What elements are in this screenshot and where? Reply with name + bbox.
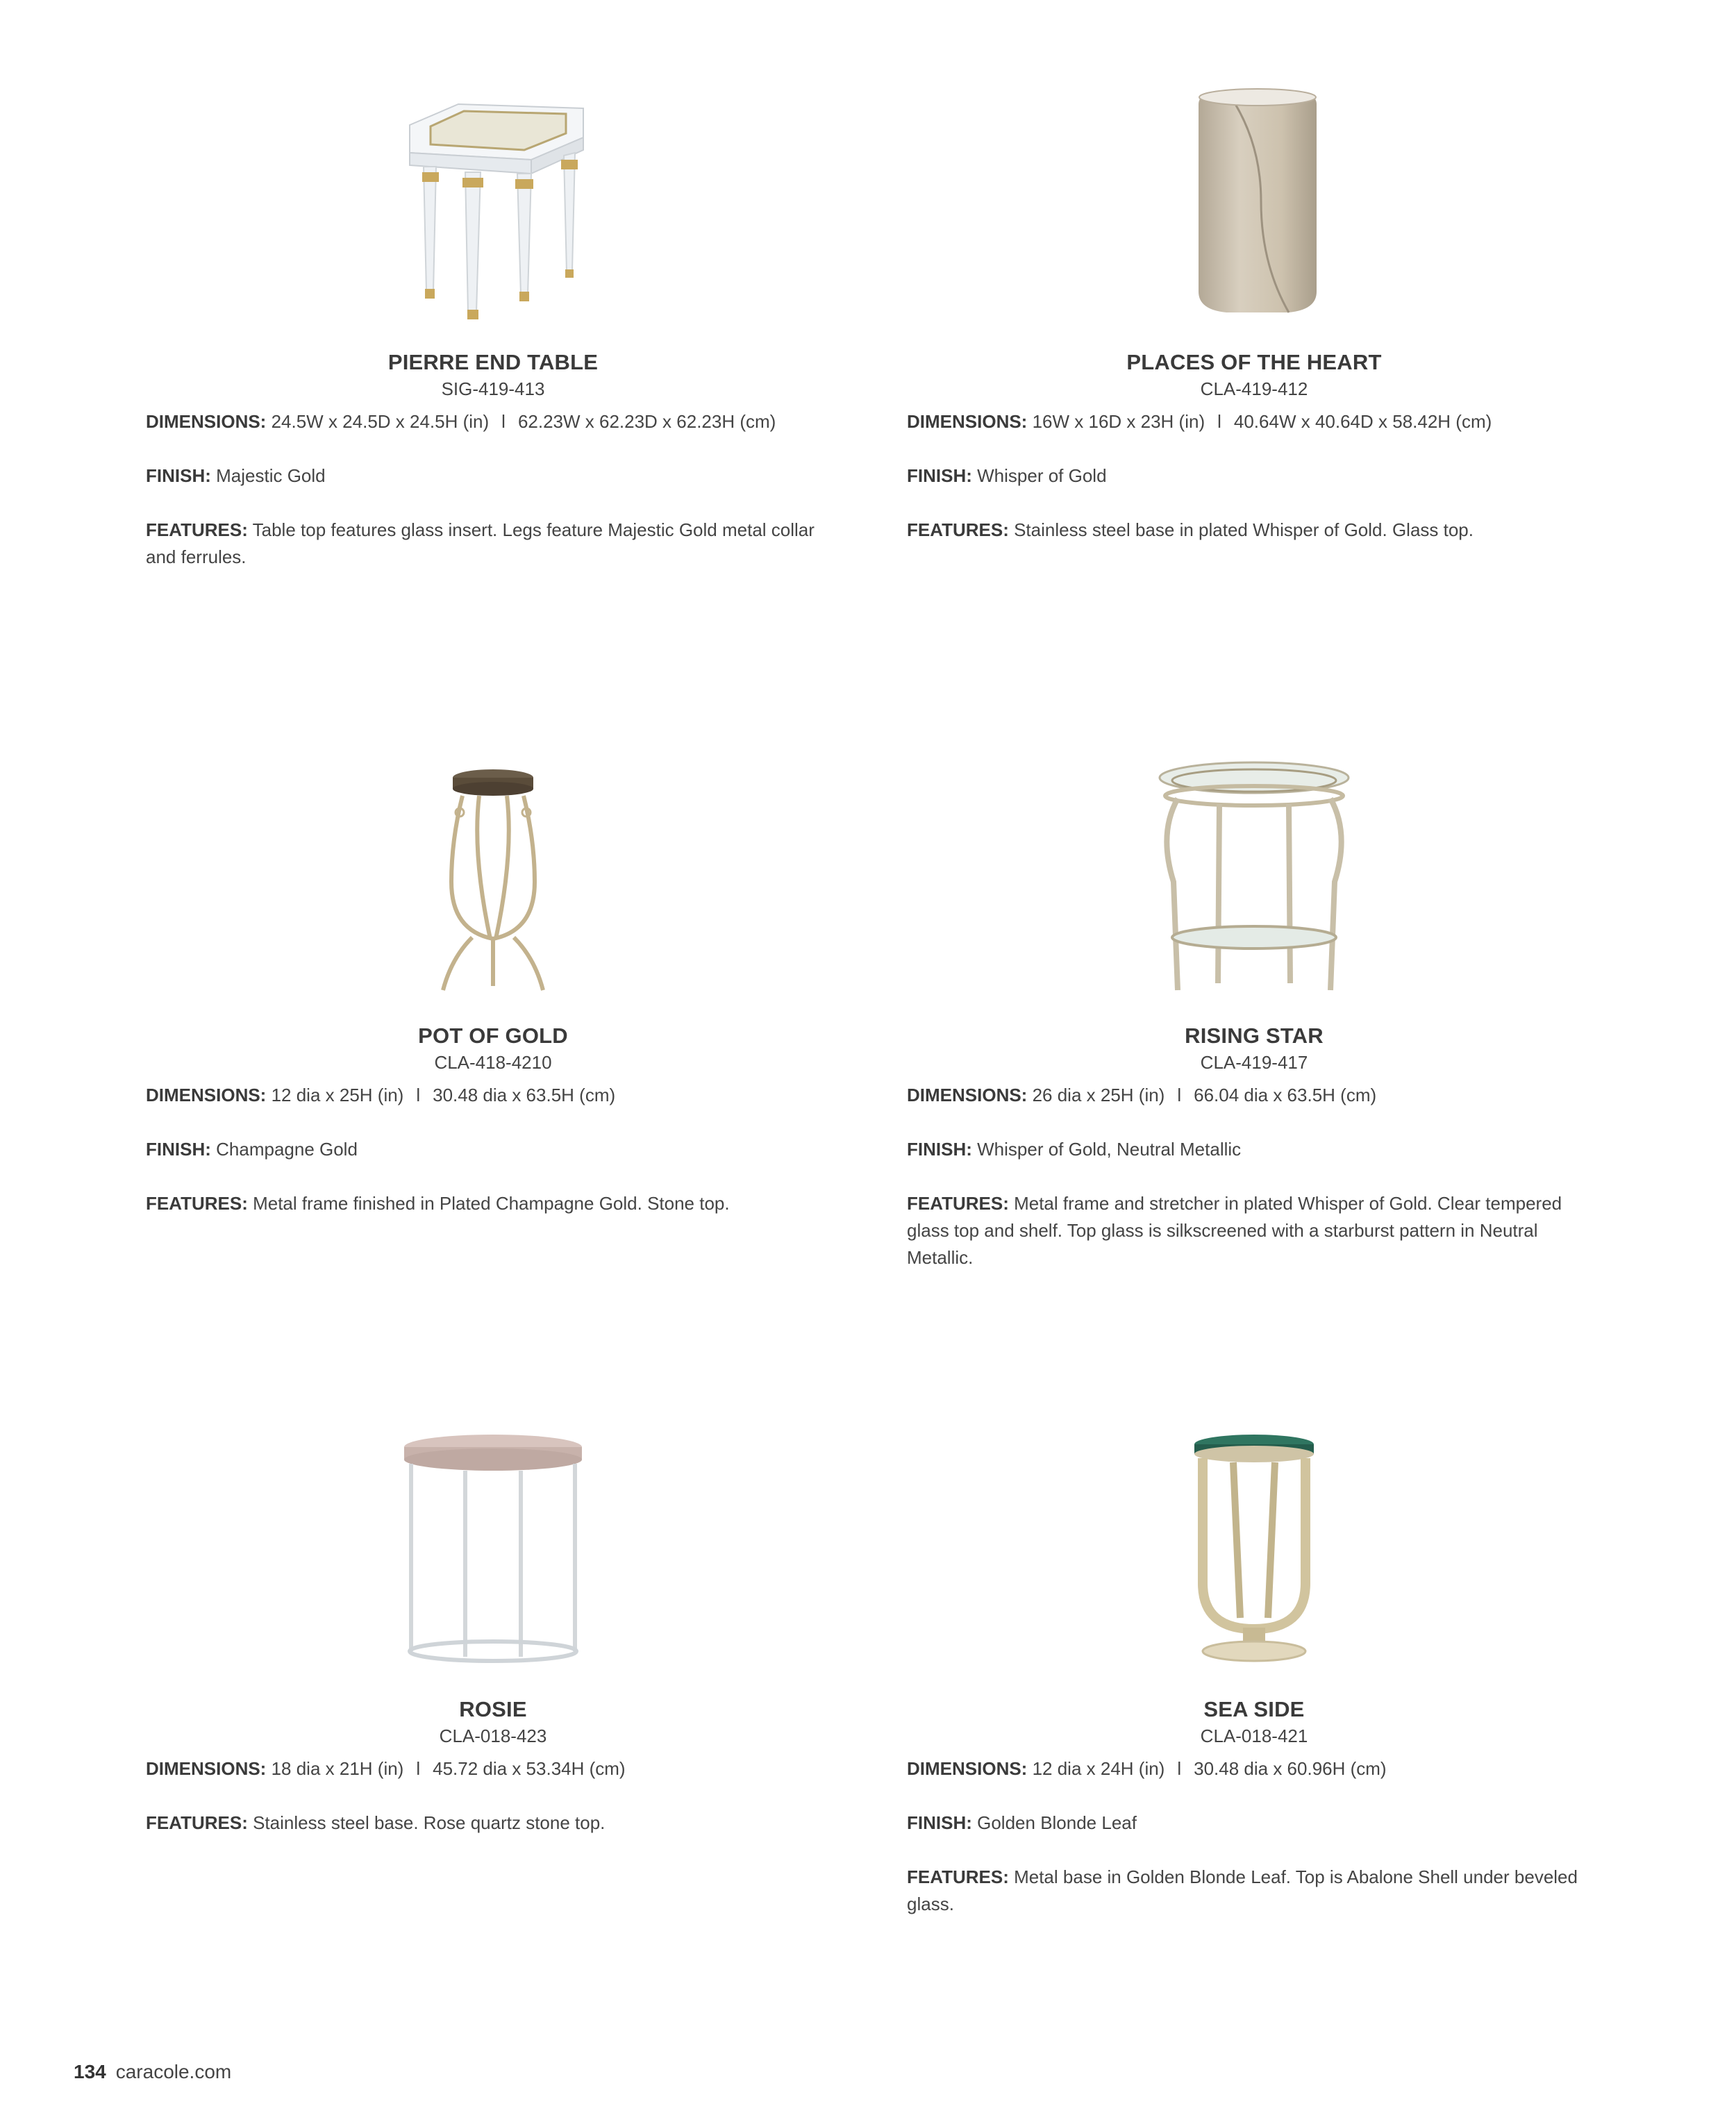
dimensions-row bbox=[146, 1755, 840, 1782]
finish-label: FINISH: bbox=[146, 1139, 211, 1160]
stone-top-pedestal-image bbox=[424, 757, 562, 993]
dimensions-separator: l bbox=[1177, 1758, 1182, 1779]
oval-pedestal-table-image bbox=[1178, 83, 1330, 319]
features-label: FEATURES: bbox=[907, 1866, 1009, 1887]
features-row bbox=[146, 517, 840, 571]
dimensions-separator: l bbox=[416, 1758, 421, 1779]
features-row bbox=[907, 1190, 1601, 1271]
product-sea-side bbox=[907, 1430, 1601, 1918]
product-sku: SIG-419-413 bbox=[441, 378, 545, 399]
features-row bbox=[907, 1864, 1601, 1918]
finish-value: Majestic Gold bbox=[216, 465, 326, 486]
page-footer bbox=[74, 2061, 231, 2083]
features-label: FEATURES: bbox=[907, 1193, 1009, 1214]
dimensions-cm: 45.72 dia x 53.34H (cm) bbox=[433, 1758, 626, 1779]
dimensions-label: DIMENSIONS: bbox=[907, 1085, 1028, 1105]
dimensions-cm: 30.48 dia x 60.96H (cm) bbox=[1194, 1758, 1387, 1779]
features-row bbox=[146, 1190, 840, 1217]
product-photo bbox=[146, 83, 840, 319]
dimensions-label: DIMENSIONS: bbox=[907, 1758, 1028, 1779]
features-value: Metal frame finished in Plated Champagne Gold. Stone top. bbox=[253, 1193, 730, 1214]
product-rosie bbox=[146, 1430, 840, 1837]
dimensions-in: 12 dia x 25H (in) bbox=[271, 1085, 404, 1105]
product-photo bbox=[907, 757, 1601, 993]
product-sku: CLA-419-417 bbox=[1200, 1052, 1308, 1073]
features-value: Stainless steel base in plated Whisper of Gold. Glass top. bbox=[1014, 519, 1474, 540]
finish-row bbox=[146, 1136, 840, 1163]
product-photo bbox=[146, 1430, 840, 1666]
product-sku: CLA-018-421 bbox=[1200, 1726, 1308, 1746]
dimensions-in: 12 dia x 24H (in) bbox=[1032, 1758, 1165, 1779]
dimensions-row bbox=[146, 408, 840, 435]
product-name: RISING STAR bbox=[1185, 1024, 1324, 1048]
page-number: 134 bbox=[74, 2061, 106, 2082]
dimensions-in: 16W x 16D x 23H (in) bbox=[1032, 411, 1205, 432]
product-name: PLACES OF THE HEART bbox=[1126, 350, 1382, 374]
finish-label: FINISH: bbox=[907, 1812, 972, 1833]
product-places-of-the-heart bbox=[907, 83, 1601, 544]
quartz-top-round-table-image bbox=[396, 1430, 590, 1666]
dimensions-label: DIMENSIONS: bbox=[907, 411, 1028, 432]
product-name: ROSIE bbox=[459, 1697, 527, 1721]
dimensions-separator: l bbox=[501, 411, 506, 432]
product-photo bbox=[146, 757, 840, 993]
finish-row bbox=[907, 1810, 1601, 1837]
dimensions-cm: 30.48 dia x 63.5H (cm) bbox=[433, 1085, 616, 1105]
product-sku: CLA-018-423 bbox=[439, 1726, 547, 1746]
finish-row bbox=[907, 1136, 1601, 1163]
acrylic-end-table-image bbox=[382, 83, 604, 319]
dimensions-in: 24.5W x 24.5D x 24.5H (in) bbox=[271, 411, 490, 432]
dimensions-separator: l bbox=[1177, 1085, 1182, 1105]
dimensions-in: 26 dia x 25H (in) bbox=[1032, 1085, 1165, 1105]
dimensions-cm: 62.23W x 62.23D x 62.23H (cm) bbox=[517, 411, 776, 432]
features-value: Metal base in Golden Blonde Leaf. Top is Abalone Shell under beveled glass. bbox=[907, 1866, 1578, 1914]
abalone-top-pedestal-image bbox=[1185, 1430, 1324, 1666]
finish-row bbox=[907, 462, 1601, 490]
features-label: FEATURES: bbox=[146, 1193, 248, 1214]
features-row bbox=[907, 517, 1601, 544]
finish-row bbox=[146, 462, 840, 490]
features-label: FEATURES: bbox=[146, 1812, 248, 1833]
product-sku: CLA-418-4210 bbox=[434, 1052, 552, 1073]
product-photo bbox=[907, 83, 1601, 319]
product-name: SEA SIDE bbox=[1203, 1697, 1305, 1721]
website-link[interactable]: caracole.com bbox=[115, 2061, 232, 2082]
features-label: FEATURES: bbox=[907, 519, 1009, 540]
product-pot-of-gold bbox=[146, 757, 840, 1217]
dimensions-label: DIMENSIONS: bbox=[146, 411, 267, 432]
dimensions-in: 18 dia x 21H (in) bbox=[271, 1758, 404, 1779]
features-label: FEATURES: bbox=[146, 519, 248, 540]
finish-value: Whisper of Gold bbox=[977, 465, 1107, 486]
product-rising-star bbox=[907, 757, 1601, 1271]
dimensions-row bbox=[907, 408, 1601, 435]
finish-label: FINISH: bbox=[907, 465, 972, 486]
product-name: PIERRE END TABLE bbox=[387, 350, 599, 374]
finish-label: FINISH: bbox=[146, 465, 211, 486]
dimensions-separator: l bbox=[416, 1085, 421, 1105]
dimensions-label: DIMENSIONS: bbox=[146, 1758, 267, 1779]
dimensions-row bbox=[907, 1755, 1601, 1782]
dimensions-row bbox=[907, 1082, 1601, 1109]
finish-value: Golden Blonde Leaf bbox=[977, 1812, 1137, 1833]
features-value: Table top features glass insert. Legs feature Majestic Gold metal collar and ferrules. bbox=[146, 519, 815, 567]
dimensions-cm: 66.04 dia x 63.5H (cm) bbox=[1194, 1085, 1377, 1105]
finish-value: Whisper of Gold, Neutral Metallic bbox=[977, 1139, 1242, 1160]
features-row bbox=[146, 1810, 840, 1837]
finish-value: Champagne Gold bbox=[216, 1139, 358, 1160]
product-name: POT OF GOLD bbox=[418, 1024, 568, 1048]
product-sku: CLA-419-412 bbox=[1200, 378, 1308, 399]
finish-label: FINISH: bbox=[907, 1139, 972, 1160]
dimensions-label: DIMENSIONS: bbox=[146, 1085, 267, 1105]
product-photo bbox=[907, 1430, 1601, 1666]
product-pierre-end-table bbox=[146, 83, 840, 571]
dimensions-row bbox=[146, 1082, 840, 1109]
dimensions-separator: l bbox=[1217, 411, 1221, 432]
dimensions-cm: 40.64W x 40.64D x 58.42H (cm) bbox=[1233, 411, 1492, 432]
features-value: Metal frame and stretcher in plated Whisper of Gold. Clear tempered glass top and shelf. Top glass is silkscreened with a starburst pattern in Neutral Metallic. bbox=[907, 1193, 1562, 1268]
glass-top-round-table-image bbox=[1150, 757, 1358, 993]
features-value: Stainless steel base. Rose quartz stone top. bbox=[253, 1812, 606, 1833]
